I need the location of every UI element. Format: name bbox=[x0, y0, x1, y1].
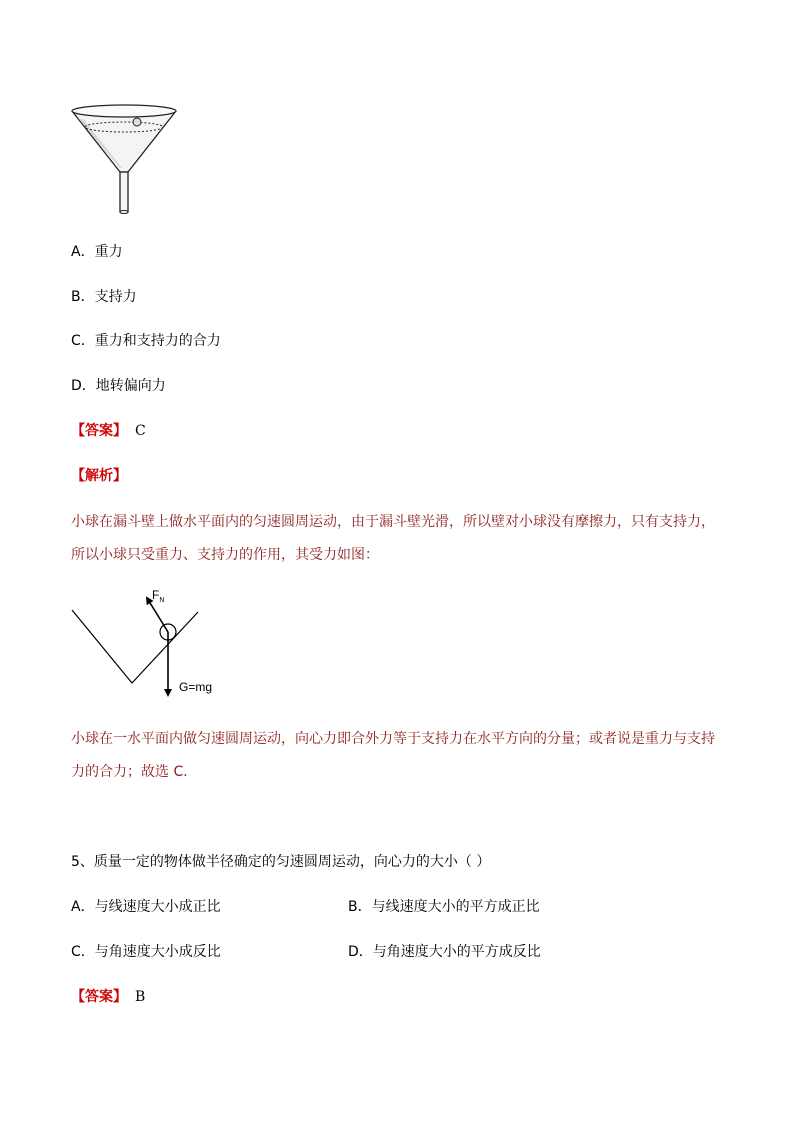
option-text: 与线速度大小成正比 bbox=[94, 899, 221, 915]
option-letter: B． bbox=[71, 289, 95, 305]
answer-tag: 【答案】 bbox=[71, 423, 127, 439]
q5-option-b bbox=[348, 897, 540, 917]
option-a bbox=[71, 242, 123, 262]
option-d bbox=[71, 376, 166, 396]
funnel-figure bbox=[70, 104, 178, 216]
option-text: 地转偏向力 bbox=[95, 378, 166, 394]
option-letter: A． bbox=[71, 899, 95, 915]
option-b bbox=[71, 287, 137, 307]
option-text: 与线速度大小的平方成正比 bbox=[371, 899, 540, 915]
conclusion-text-2: 力的合力；故选 C． bbox=[71, 764, 198, 780]
option-text: 与角速度大小的平方成反比 bbox=[372, 944, 541, 960]
option-text: 重力和支持力的合力 bbox=[94, 333, 221, 349]
conclusion-text-1: 小球在一水平面内做匀速圆周运动，向心力即合外力等于支持力在水平方向的分量；或者说是重力与支持 bbox=[71, 731, 715, 747]
option-letter: B． bbox=[348, 899, 372, 915]
option-text: 重力 bbox=[94, 244, 123, 260]
q5-option-d bbox=[348, 942, 541, 962]
answer-tag: 【答案】 bbox=[71, 989, 127, 1005]
option-letter: D． bbox=[348, 944, 373, 960]
analysis-text-2: 所以小球只受重力、支持力的作用，其受力如图： bbox=[71, 547, 379, 563]
option-letter: D． bbox=[71, 378, 96, 394]
answer-value: C bbox=[135, 423, 146, 439]
option-text: 支持力 bbox=[94, 289, 137, 305]
q5-option-c bbox=[71, 942, 221, 962]
option-letter: C． bbox=[71, 944, 95, 960]
question-5-stem: 5、质量一定的物体做半径确定的匀速圆周运动，向心力的大小（ ） bbox=[71, 854, 491, 870]
option-text: 与角速度大小成反比 bbox=[94, 944, 221, 960]
force-diagram bbox=[68, 585, 228, 703]
q5-answer-line bbox=[71, 987, 145, 1007]
answer-line bbox=[71, 421, 146, 441]
option-c bbox=[71, 331, 221, 351]
analysis-heading bbox=[71, 466, 127, 486]
option-letter: A． bbox=[71, 244, 95, 260]
analysis-tag: 【解析】 bbox=[71, 468, 127, 484]
answer-value: B bbox=[135, 989, 146, 1005]
q5-option-a bbox=[71, 897, 221, 917]
analysis-text-1: 小球在漏斗壁上做水平面内的匀速圆周运动，由于漏斗壁光滑，所以壁对小球没有摩擦力，只有支持力， bbox=[71, 514, 715, 530]
normal-force-label: $F_N$ bbox=[152, 588, 165, 604]
gravity-label: G=mg bbox=[179, 680, 213, 694]
option-letter: C． bbox=[71, 333, 95, 349]
